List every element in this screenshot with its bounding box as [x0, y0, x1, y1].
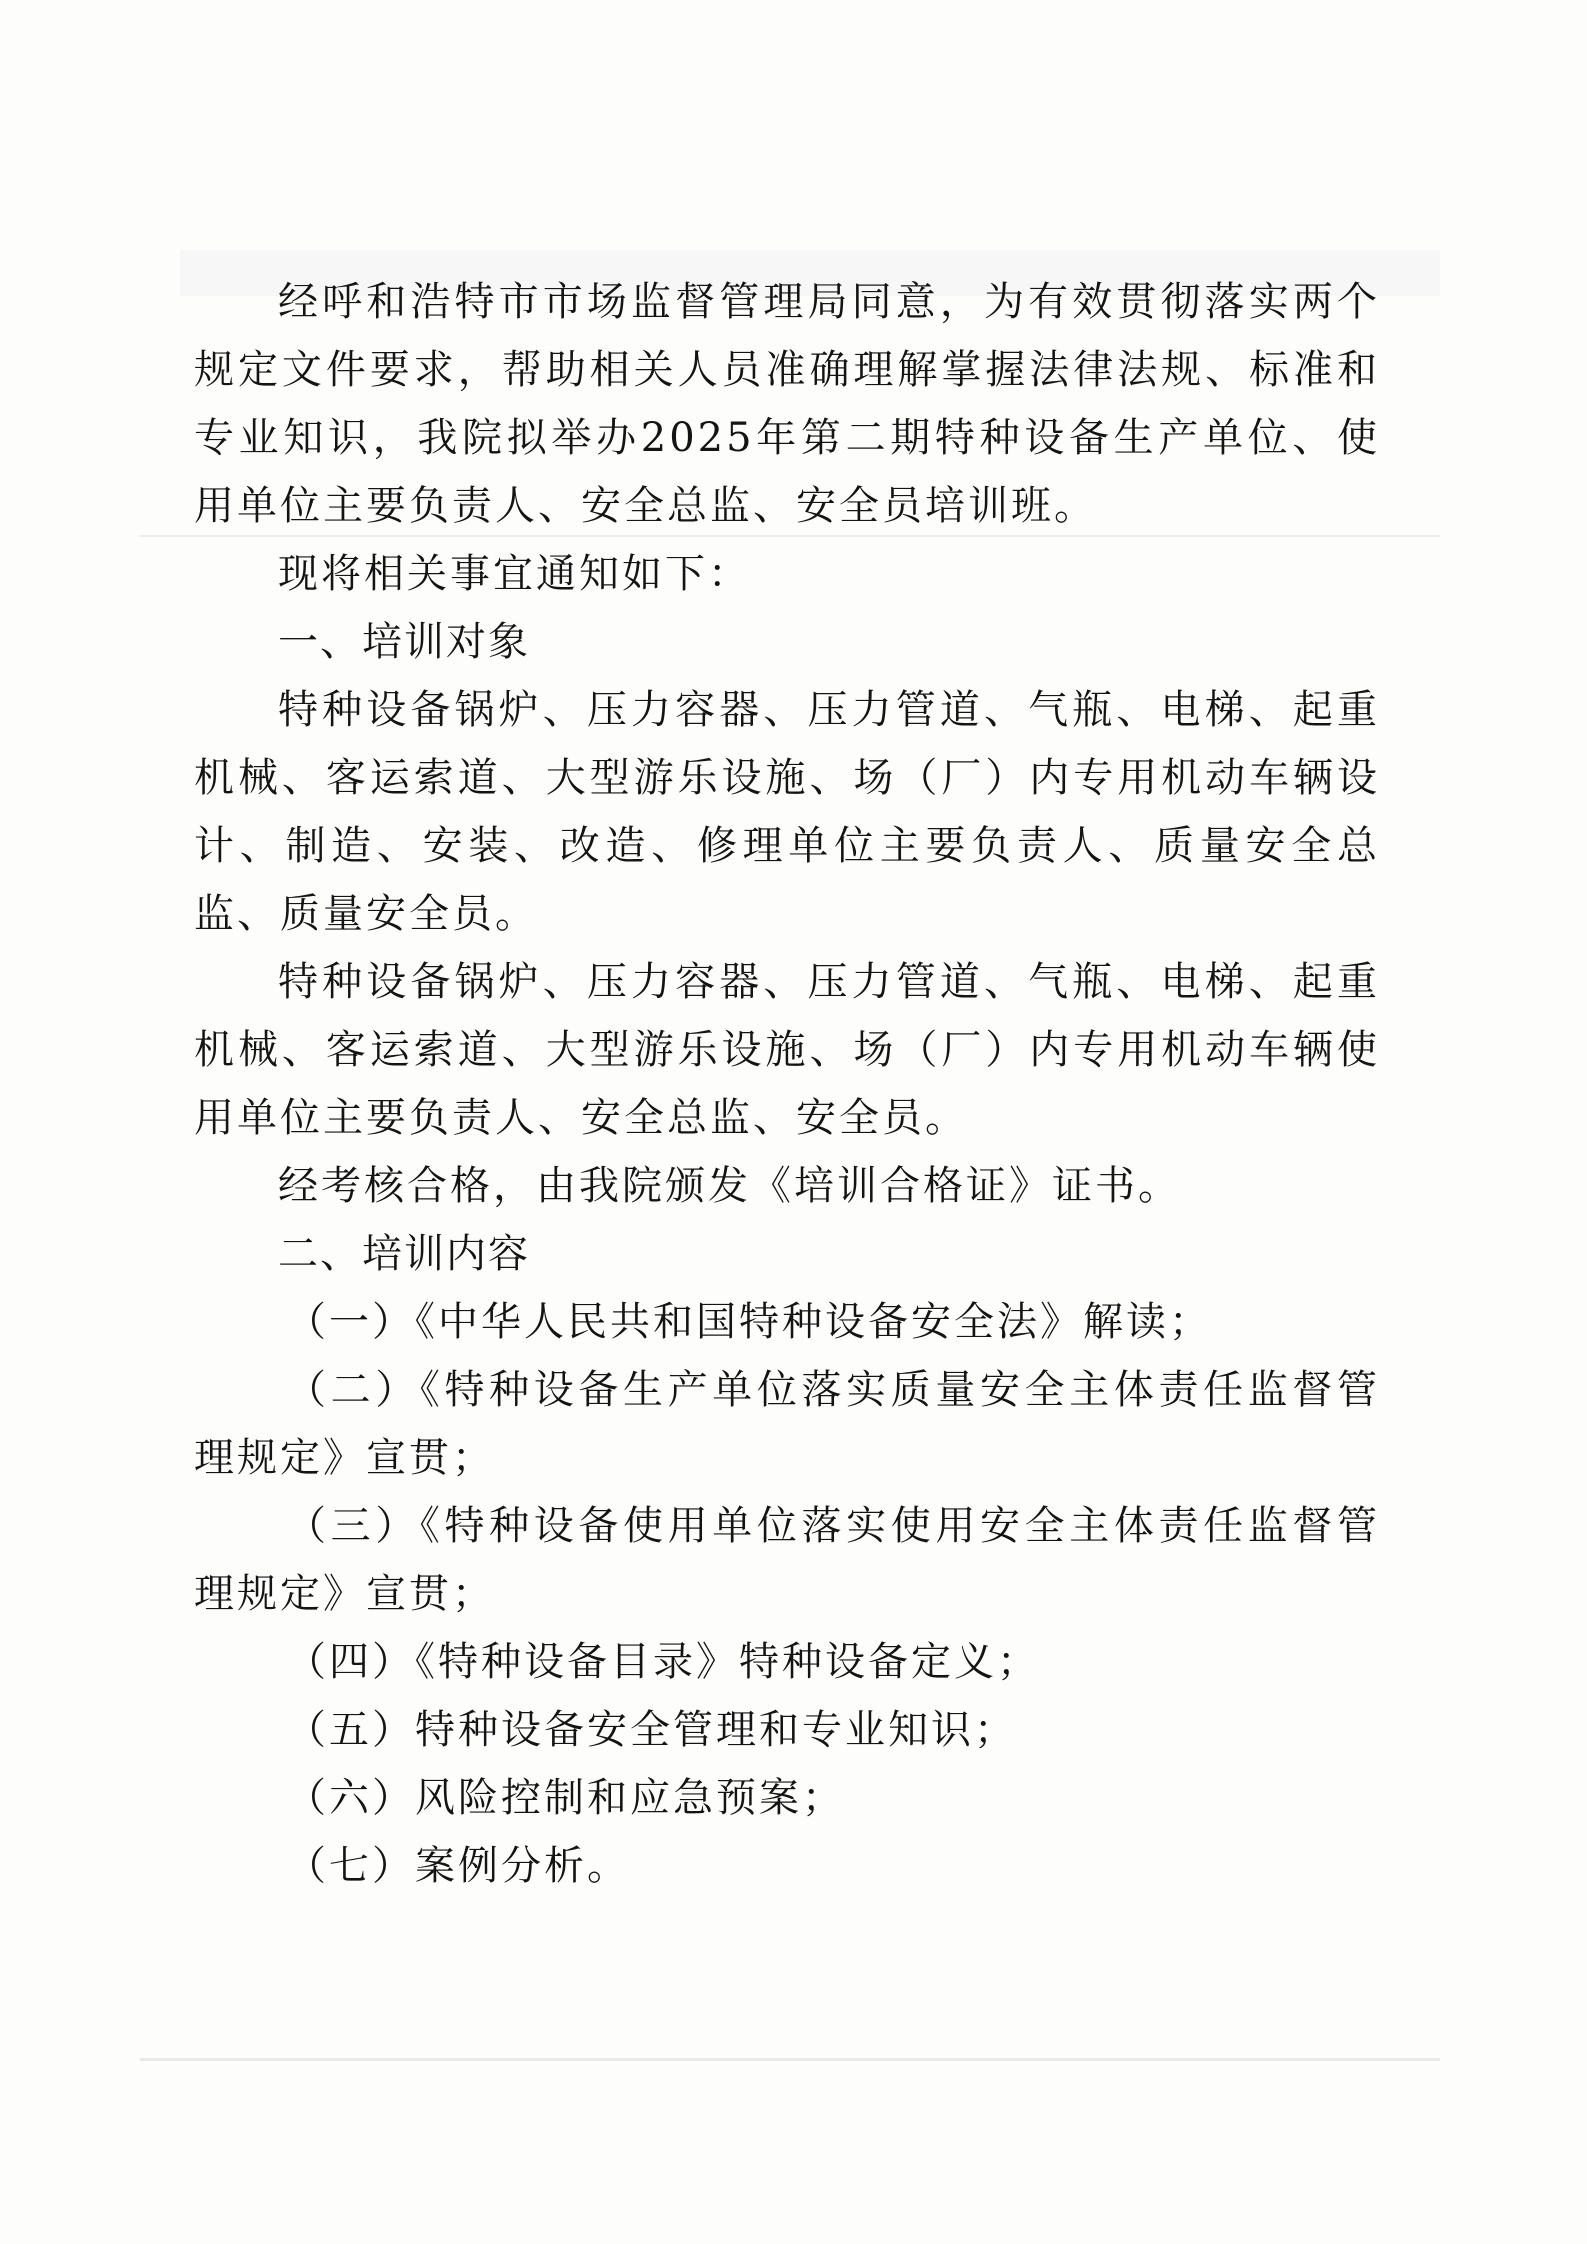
notice-line: 现将相关事宜通知如下： — [278, 551, 751, 597]
content-item: （四）《特种设备目录》特种设备定义； — [286, 1639, 1040, 1685]
target-paragraph-use: 特种设备锅炉、压力容器、压力管道、气瓶、电梯、起重机械、客运索道、大型游乐设施、场（厂）内专用机动车辆使用单位主要负责人、安全总监、安全员。 — [194, 959, 1380, 1141]
section-heading-training-content: 二、培训内容 — [278, 1231, 530, 1277]
content-item: （一）《中华人民共和国特种设备安全法》解读； — [286, 1299, 1212, 1345]
intro-paragraph: 经呼和浩特市市场监督管理局同意，为有效贯彻落实两个规定文件要求，帮助相关人员准确理解掌握法律法规、标准和专业知识，我院拟举办2025年第二期特种设备生产单位、使用单位主要负责人、安全总监、安全员培训班。 — [194, 279, 1380, 529]
content-item: （六）风险控制和应急预案； — [286, 1775, 845, 1821]
section-heading-training-target: 一、培训对象 — [278, 619, 530, 665]
scan-line — [140, 2058, 1440, 2061]
certificate-paragraph: 经考核合格，由我院颁发《培训合格证》证书。 — [278, 1163, 1181, 1209]
target-paragraph-production: 特种设备锅炉、压力容器、压力管道、气瓶、电梯、起重机械、客运索道、大型游乐设施、场（厂）内专用机动车辆设计、制造、安装、改造、修理单位主要负责人、质量安全总监、质量安全员。 — [194, 687, 1380, 937]
content-item: （三）《特种设备使用单位落实使用安全主体责任监督管理规定》宣贯； — [194, 1503, 1380, 1617]
content-item: （二）《特种设备生产单位落实质量安全主体责任监督管理规定》宣贯； — [194, 1367, 1380, 1481]
content-item: （五）特种设备安全管理和专业知识； — [286, 1707, 1017, 1753]
document-body — [194, 268, 1380, 1900]
content-item: （七）案例分析。 — [286, 1843, 630, 1889]
